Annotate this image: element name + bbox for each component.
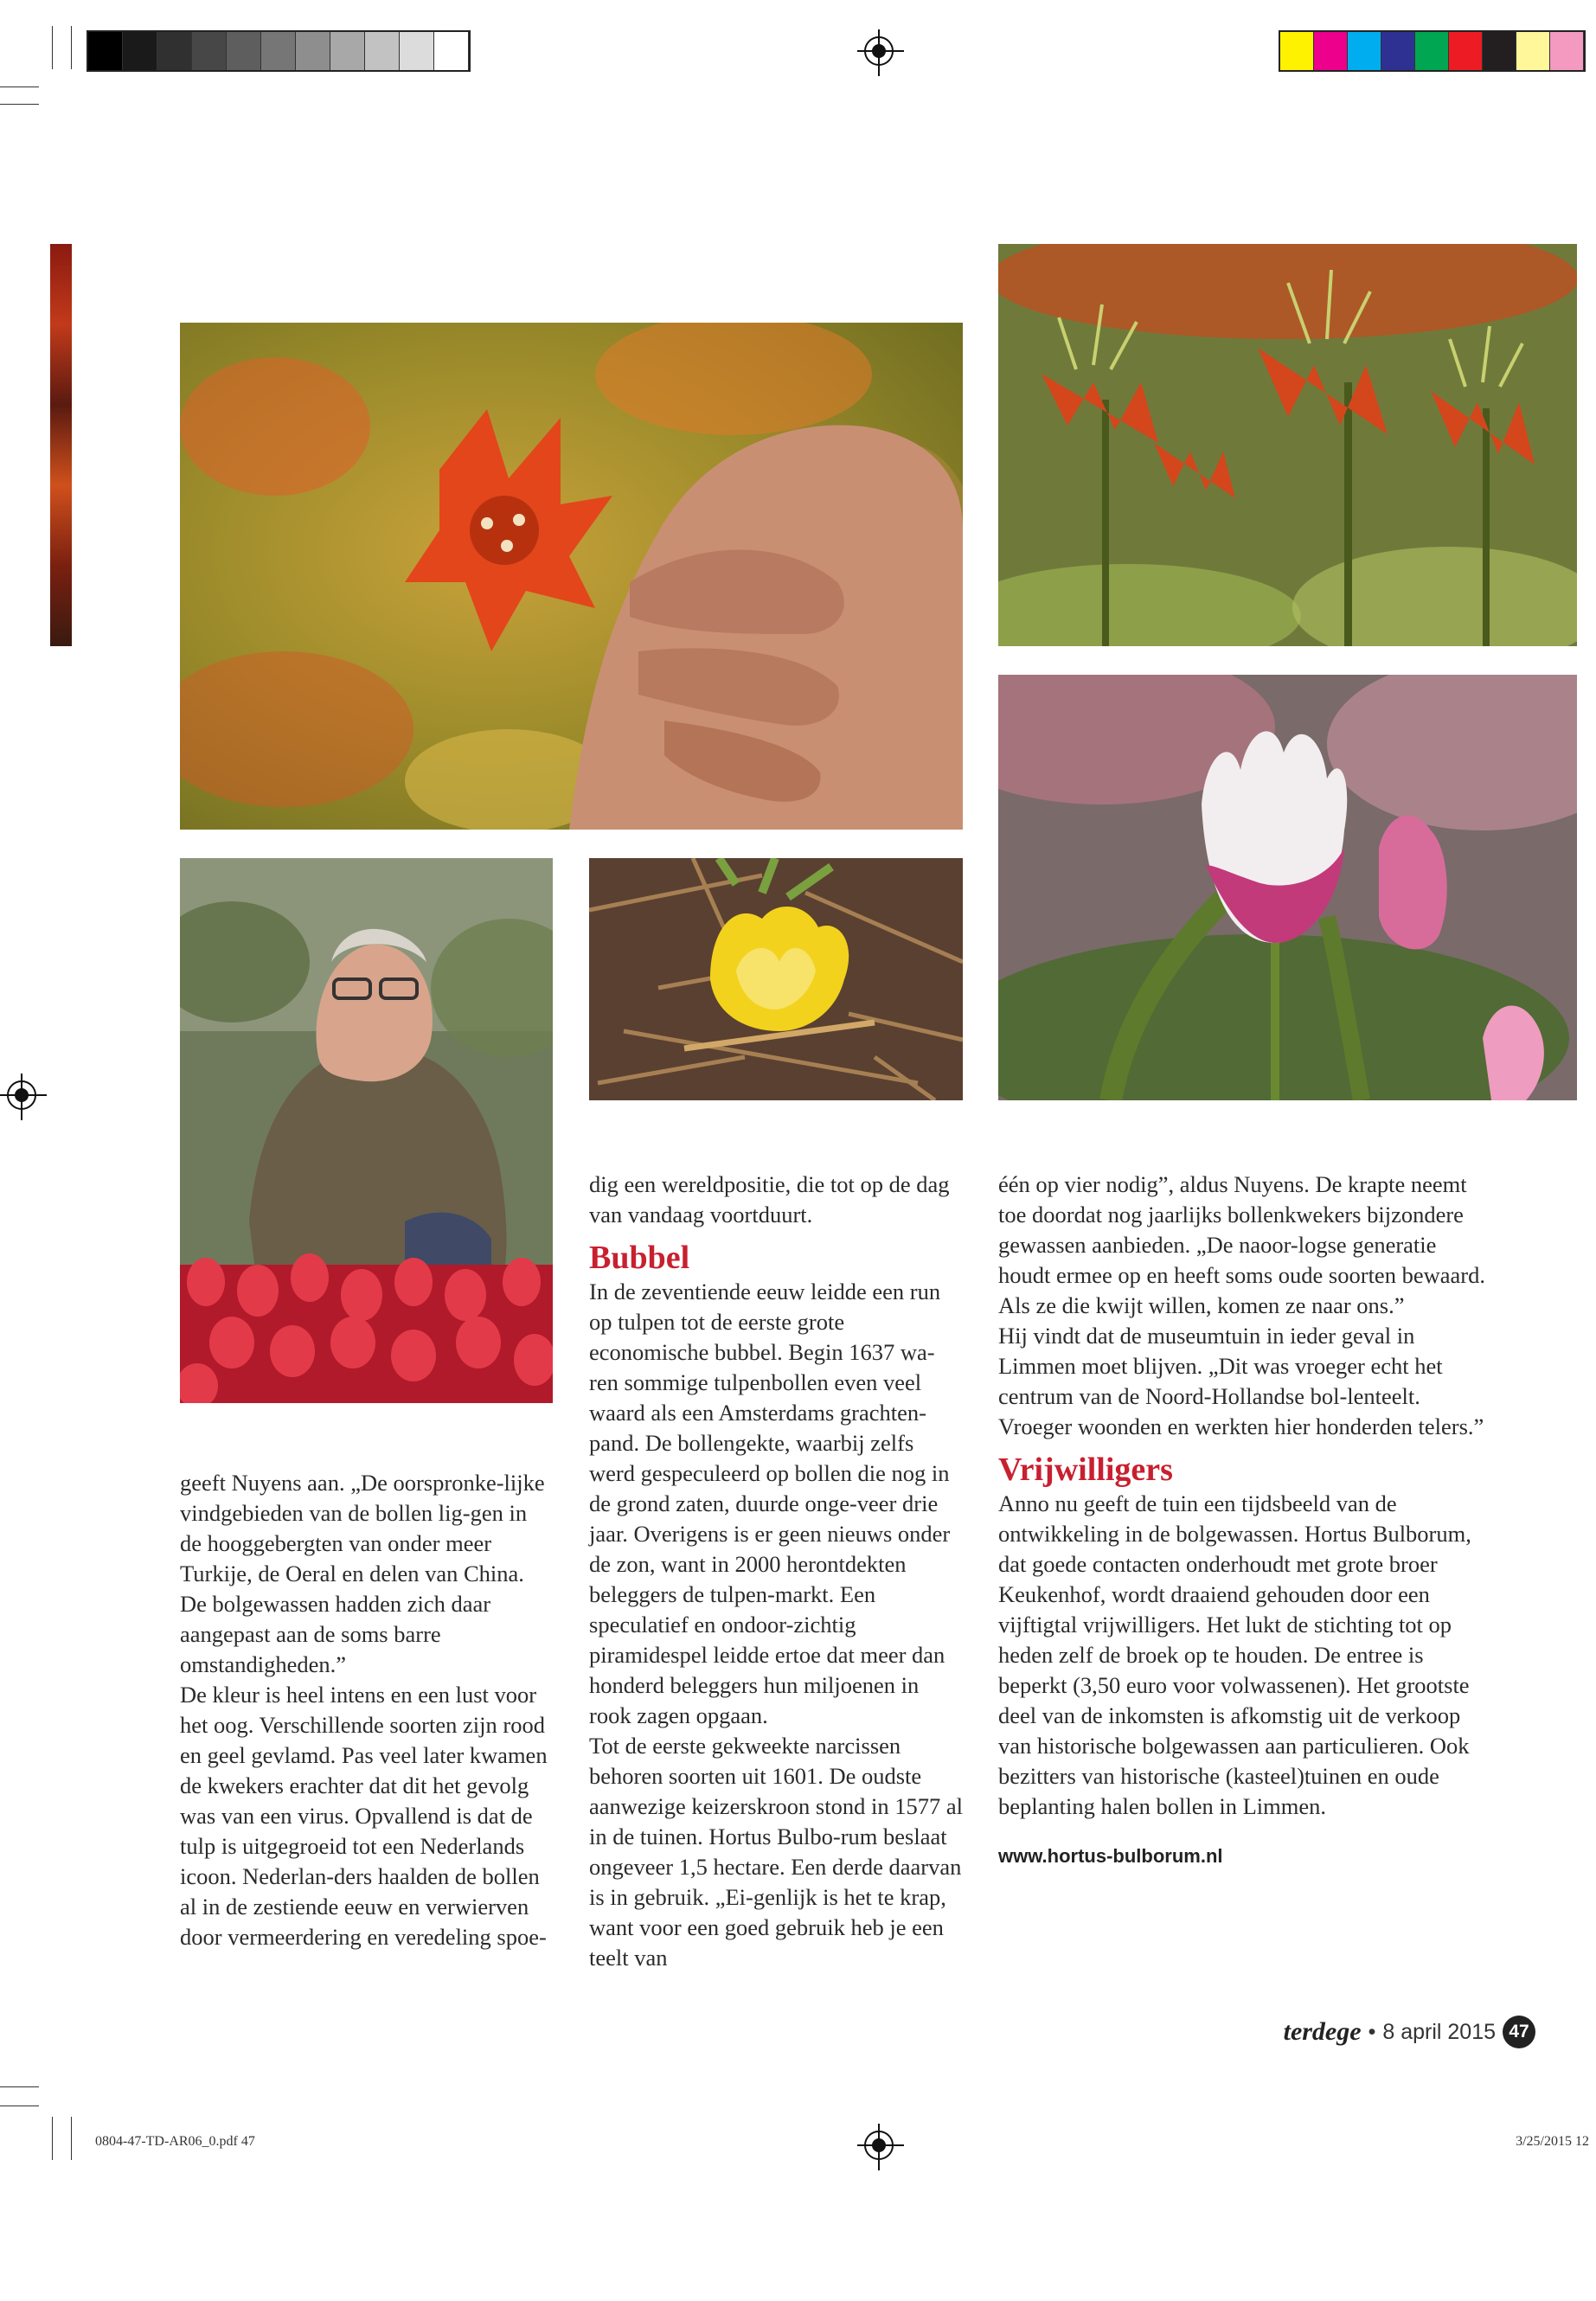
paragraph: dig een wereldpositie, die tot op de dag van vandaag voortduurt. (589, 1171, 950, 1227)
crop-mark (52, 2117, 53, 2160)
page-number: 47 (1503, 2016, 1535, 2048)
photo-man-tulips (180, 858, 553, 1403)
crop-mark (71, 26, 72, 69)
pink-tulips-image (998, 675, 1577, 1100)
issue-date: 8 april 2015 (1382, 2019, 1496, 2044)
paragraph: De kleur is heel intens en een lust voor het oog. Verschillende soorten zijn rood en geel gevlamd. Pas veel later kwamen de kwekers erachter dat dit het gevolg was van een virus. Opvallend is dat de tulp is uitgegroeid tot een Nederlands icoon. Nederlan-ders haalden de bollen al in de zestiende eeuw en verwierven door vermeerdering en veredeling spoe- (180, 1682, 548, 1950)
print-slug-right: 3/25/2015 12 (1516, 2134, 1589, 2149)
color-swatch (1348, 32, 1381, 70)
paragraph: Anno nu geeft de tuin een tijdsbeeld van de ontwikkeling in de bolgewassen. Hortus Bulborum, dat goede contacten onderhoudt met grote broer Keukenhof, wordt draaiend gehouden door een vijftigtal vrijwilligers. Het lukt de stichting tot op heden zelf de broek op te houden. De entree is beperkt (3,50 euro voor volwassenen). Het grootste deel van de inkomsten is afkomstig uit de verkoop van historische bolgewassen aan particulieren. Ook bezitters van historische (kasteel)tuinen en oude beplanting halen bollen in Limmen. (998, 1490, 1471, 1819)
color-swatch (1314, 32, 1348, 70)
print-slug-left: 0804-47-TD-AR06_0.pdf 47 (95, 2134, 255, 2149)
paragraph: één op vier nodig”, aldus Nuyens. De krapte neemt toe doordat nog jaarlijks bollenkwekers bijzondere gewassen aanbieden. „De naoor-logse generatie houdt ermee op en heeft soms oude soorten bewaard. Als ze die kwijt willen, komen ze naar ons.” (998, 1171, 1485, 1318)
crop-mark (71, 2117, 72, 2160)
hand-flower-image (180, 323, 963, 830)
text-column-1 (180, 1468, 554, 1952)
text-column-2 (589, 1170, 963, 1973)
color-swatch (1449, 32, 1483, 70)
website-link[interactable]: www.hortus-bulborum.nl (998, 1845, 1223, 1867)
section-heading-vrijwilligers: Vrijwilligers (998, 1452, 1173, 1488)
color-swatch (1415, 32, 1449, 70)
grey-swatch (227, 32, 261, 70)
registration-mark-top (864, 36, 894, 66)
page-footer (1284, 2016, 1535, 2048)
grey-swatch (400, 32, 434, 70)
grey-swatch (330, 32, 365, 70)
paragraph: Tot de eerste gekweekte narcissen behoren soorten uit 1601. De oudste aanwezige keizerskroon stond in 1577 al in de tuinen. Hortus Bulbo-rum beslaat ongeveer 1,5 hectare. Een derde daarvan is in gebruik. „Ei-genlijk is het te krap, want voor een goed gebruik heb je een teelt van (589, 1733, 963, 1971)
footer-bullet: • (1368, 2019, 1376, 2044)
grey-swatch (157, 32, 192, 70)
grey-swatch (123, 32, 157, 70)
registration-mark-left (7, 1080, 36, 1110)
grey-swatch (88, 32, 123, 70)
photo-crown-imperial (998, 244, 1577, 646)
crop-mark (52, 26, 53, 69)
color-swatch (1550, 32, 1584, 70)
grey-swatch (261, 32, 296, 70)
color-swatch (1381, 32, 1415, 70)
grey-swatch (434, 32, 469, 70)
text-column-3 (998, 1170, 1487, 1871)
color-calibration-bar (1279, 30, 1586, 72)
magazine-brand: terdege (1283, 2017, 1362, 2046)
crown-imperial-image (998, 244, 1577, 646)
crop-mark (0, 2086, 39, 2087)
crop-mark (0, 104, 39, 105)
photo-pink-tulips (998, 675, 1577, 1100)
yellow-tulip-image (589, 858, 963, 1100)
grey-swatch (365, 32, 400, 70)
color-swatch (1280, 32, 1314, 70)
paragraph: In de zeventiende eeuw leidde een run op tulpen tot de eerste grote economische bubbel. Begin 1637 wa-ren sommige tulpenbollen even veel waard als een Amsterdams grachten-pand. De bollengekte, waarbij zelfs werd gespeculeerd op bollen die nog in de grond zaten, duurde onge-veer drie jaar. Overigens is er geen nieuws onder de zon, want in 2000 herontdekten beleggers de tulpen-markt. Een speculatief en ondoor-zichtig piramidespel leidde ertoe dat meer dan honderd beleggers hun miljoenen in rook zagen opgaan. (589, 1279, 951, 1728)
color-swatch (1483, 32, 1516, 70)
registration-mark-bottom (864, 2131, 894, 2160)
photo-bleed-strip (50, 244, 72, 646)
paragraph: geeft Nuyens aan. „De oorspronke-lijke vindgebieden van de bollen lig-gen in de hooggebergten van onder meer Turkije, de Oeral en delen van China. De bolgewassen hadden zich daar aangepast aan de soms barre omstandigheden.” (180, 1470, 545, 1677)
greyscale-calibration-bar (87, 30, 471, 72)
photo-hand-flower (180, 323, 963, 830)
paragraph: Hij vindt dat de museumtuin in ieder geval in Limmen moet blijven. „Dit was vroeger echt het centrum van de Noord-Hollandse bol-lenteelt. Vroeger woonden en werkten hier honderden telers.” (998, 1323, 1484, 1439)
color-swatch (1516, 32, 1550, 70)
section-heading-bubbel: Bubbel (589, 1240, 690, 1276)
photo-yellow-tulip (589, 858, 963, 1100)
grey-swatch (192, 32, 227, 70)
man-tulips-image (180, 858, 553, 1403)
grey-swatch (296, 32, 330, 70)
